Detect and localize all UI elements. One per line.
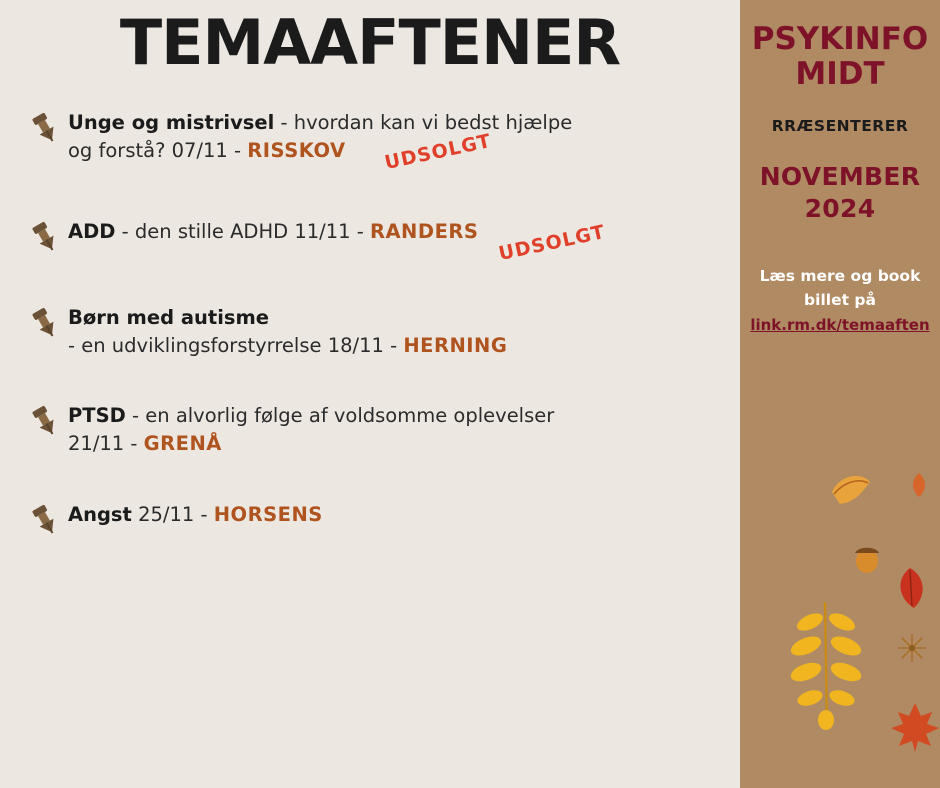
pushpin-icon (28, 402, 68, 438)
event-city: RISSKOV (247, 139, 346, 163)
event-city: HERNING (403, 333, 508, 357)
event-title: Angst (68, 502, 132, 526)
month-label: NOVEMBER (759, 162, 921, 192)
event-city: HORSENS (213, 502, 323, 526)
booking-line-2: billet på (804, 290, 876, 309)
event-title: Unge og mistrivsel (68, 111, 275, 135)
list-item (28, 109, 720, 175)
event-date: 21/11 - (68, 432, 144, 456)
brand-line-1: PSYKINFO (751, 21, 929, 57)
event-desc: - den stille ADHD 11/11 - (115, 219, 370, 243)
booking-link[interactable]: link.rm.dk/temaaften (750, 315, 930, 334)
event-date: - en udviklingsforstyrrelse 18/11 - (68, 333, 404, 357)
year-label: 2024 (804, 193, 876, 223)
event-title: Børn med autisme (68, 305, 270, 329)
event-desc: - en alvorlig følge af voldsomme oplevelser (125, 404, 555, 428)
pushpin-icon (28, 218, 68, 254)
brand-name (750, 22, 930, 91)
event-city: GRENÅ (143, 432, 222, 456)
date-block (750, 161, 930, 224)
list-item (28, 218, 720, 264)
booking-info (750, 264, 930, 337)
pushpin-icon (28, 304, 68, 340)
event-text (68, 218, 720, 265)
leaf-icon (908, 472, 930, 502)
event-desc: 25/11 - (131, 502, 214, 526)
status-badge: UDSOLGT (382, 130, 494, 175)
leaf-icon (890, 566, 930, 614)
pushpin-icon (28, 109, 68, 145)
event-city: RANDERS (369, 219, 479, 243)
list-item (28, 304, 720, 361)
presents-label: RRÆSENTERER (771, 117, 909, 136)
event-text (68, 501, 720, 529)
list-item (28, 501, 720, 547)
status-badge: UDSOLGT (496, 220, 608, 265)
leaf-icon (828, 470, 874, 514)
brand-line-2: MIDT (795, 55, 885, 92)
pushpin-icon (28, 501, 68, 537)
fern-leaf-icon (780, 600, 870, 734)
event-text (68, 304, 720, 361)
booking-line-1: Læs mere og book (759, 266, 921, 285)
poster-sidebar (740, 0, 940, 788)
event-text (68, 402, 720, 459)
seed-pod-icon (896, 632, 928, 668)
event-title: PTSD (68, 404, 126, 428)
event-text (68, 109, 720, 175)
event-desc: - hvordan kan vi bedst hjælpe (274, 111, 573, 135)
page-title: TEMAAFTENER (119, 6, 621, 79)
maple-leaf-icon (888, 700, 940, 758)
event-date: og forstå? 07/11 - (68, 139, 248, 163)
list-item (28, 402, 720, 459)
event-title: ADD (68, 219, 116, 243)
event-list (0, 109, 740, 547)
acorn-icon (852, 540, 882, 578)
